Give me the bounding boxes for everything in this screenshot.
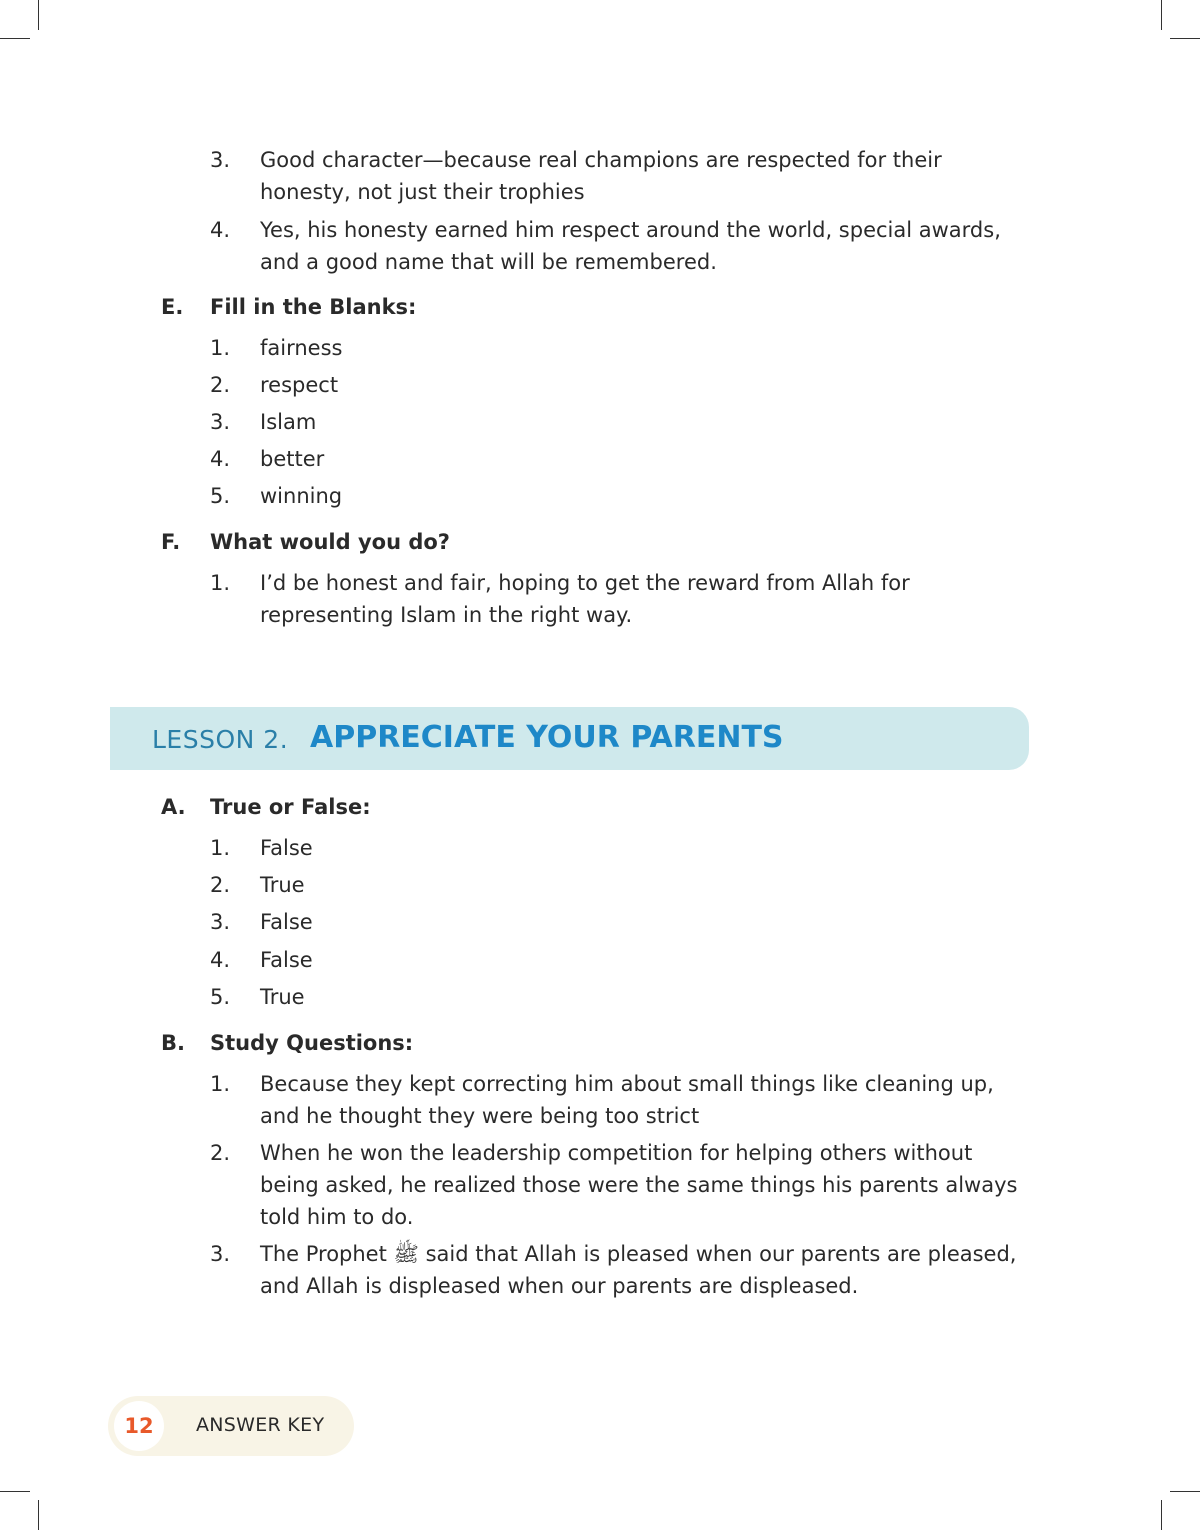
item-line: When he won the leadership competition for helping others without xyxy=(260,1141,973,1165)
item-text xyxy=(260,567,1030,631)
item-number: 4. xyxy=(210,218,231,242)
item-number: 3. xyxy=(210,1242,231,1266)
crop-mark xyxy=(38,0,39,30)
item-number: 1. xyxy=(210,836,231,860)
item-number: 4. xyxy=(210,948,231,972)
item-line: Good character—because real champions are respected for their xyxy=(260,148,942,172)
item-number: 1. xyxy=(210,336,231,360)
item-text: True xyxy=(260,873,305,897)
item-text xyxy=(260,1068,1030,1132)
item-line: being asked, he realized those were the same things his parents always xyxy=(260,1173,1018,1197)
item-text: False xyxy=(260,836,313,860)
section-letter: F. xyxy=(161,530,181,554)
section-letter: A. xyxy=(161,795,186,819)
section-title: True or False: xyxy=(210,795,371,819)
item-text: Islam xyxy=(260,410,317,434)
item-line: honesty, not just their trophies xyxy=(260,180,585,204)
item-text: winning xyxy=(260,484,343,508)
page-number: 12 xyxy=(124,1414,154,1438)
item-number: 3. xyxy=(210,410,231,434)
item-number: 2. xyxy=(210,873,231,897)
item-number: 5. xyxy=(210,484,231,508)
item-line: I’d be honest and fair, hoping to get the reward from Allah for xyxy=(260,571,910,595)
crop-mark xyxy=(1161,0,1162,30)
item-line: and Allah is displeased when our parents are displeased. xyxy=(260,1274,859,1298)
item-number: 1. xyxy=(210,1072,231,1096)
item-line: and he thought they were being too strict xyxy=(260,1104,700,1128)
crop-mark xyxy=(38,1500,39,1530)
item-text xyxy=(260,1137,1030,1233)
item-text xyxy=(260,144,1030,208)
item-text: better xyxy=(260,447,325,471)
item-text: False xyxy=(260,948,313,972)
item-number: 2. xyxy=(210,373,231,397)
crop-mark xyxy=(0,38,30,39)
item-number: 2. xyxy=(210,1141,231,1165)
item-text xyxy=(260,214,1030,278)
section-title: Fill in the Blanks: xyxy=(210,295,417,319)
item-number: 3. xyxy=(210,148,231,172)
section-letter: B. xyxy=(161,1031,185,1055)
item-number: 4. xyxy=(210,447,231,471)
footer-label: ANSWER KEY xyxy=(196,1414,325,1436)
section-letter: E. xyxy=(161,295,184,319)
item-number: 5. xyxy=(210,985,231,1009)
crop-mark xyxy=(1161,1500,1162,1530)
item-text: False xyxy=(260,910,313,934)
item-line: told him to do. xyxy=(260,1205,414,1229)
item-number: 3. xyxy=(210,910,231,934)
section-title: What would you do? xyxy=(210,530,450,554)
crop-mark xyxy=(1170,38,1200,39)
crop-mark xyxy=(0,1491,30,1492)
section-title: Study Questions: xyxy=(210,1031,414,1055)
item-text xyxy=(260,1238,1030,1302)
crop-mark xyxy=(1170,1491,1200,1492)
item-line: representing Islam in the right way. xyxy=(260,603,633,627)
item-line: Because they kept correcting him about small things like cleaning up, xyxy=(260,1072,994,1096)
lesson-number: LESSON 2. xyxy=(152,725,289,754)
item-text: fairness xyxy=(260,336,343,360)
item-line: Yes, his honesty earned him respect around the world, special awards, xyxy=(260,218,1001,242)
lesson-title: APPRECIATE YOUR PARENTS xyxy=(310,720,784,755)
item-text: True xyxy=(260,985,305,1009)
item-text: respect xyxy=(260,373,339,397)
item-line: and a good name that will be remembered. xyxy=(260,250,717,274)
item-number: 1. xyxy=(210,571,231,595)
item-line: The Prophet ﷺ said that Allah is pleased when our parents are pleased, xyxy=(260,1242,1017,1266)
